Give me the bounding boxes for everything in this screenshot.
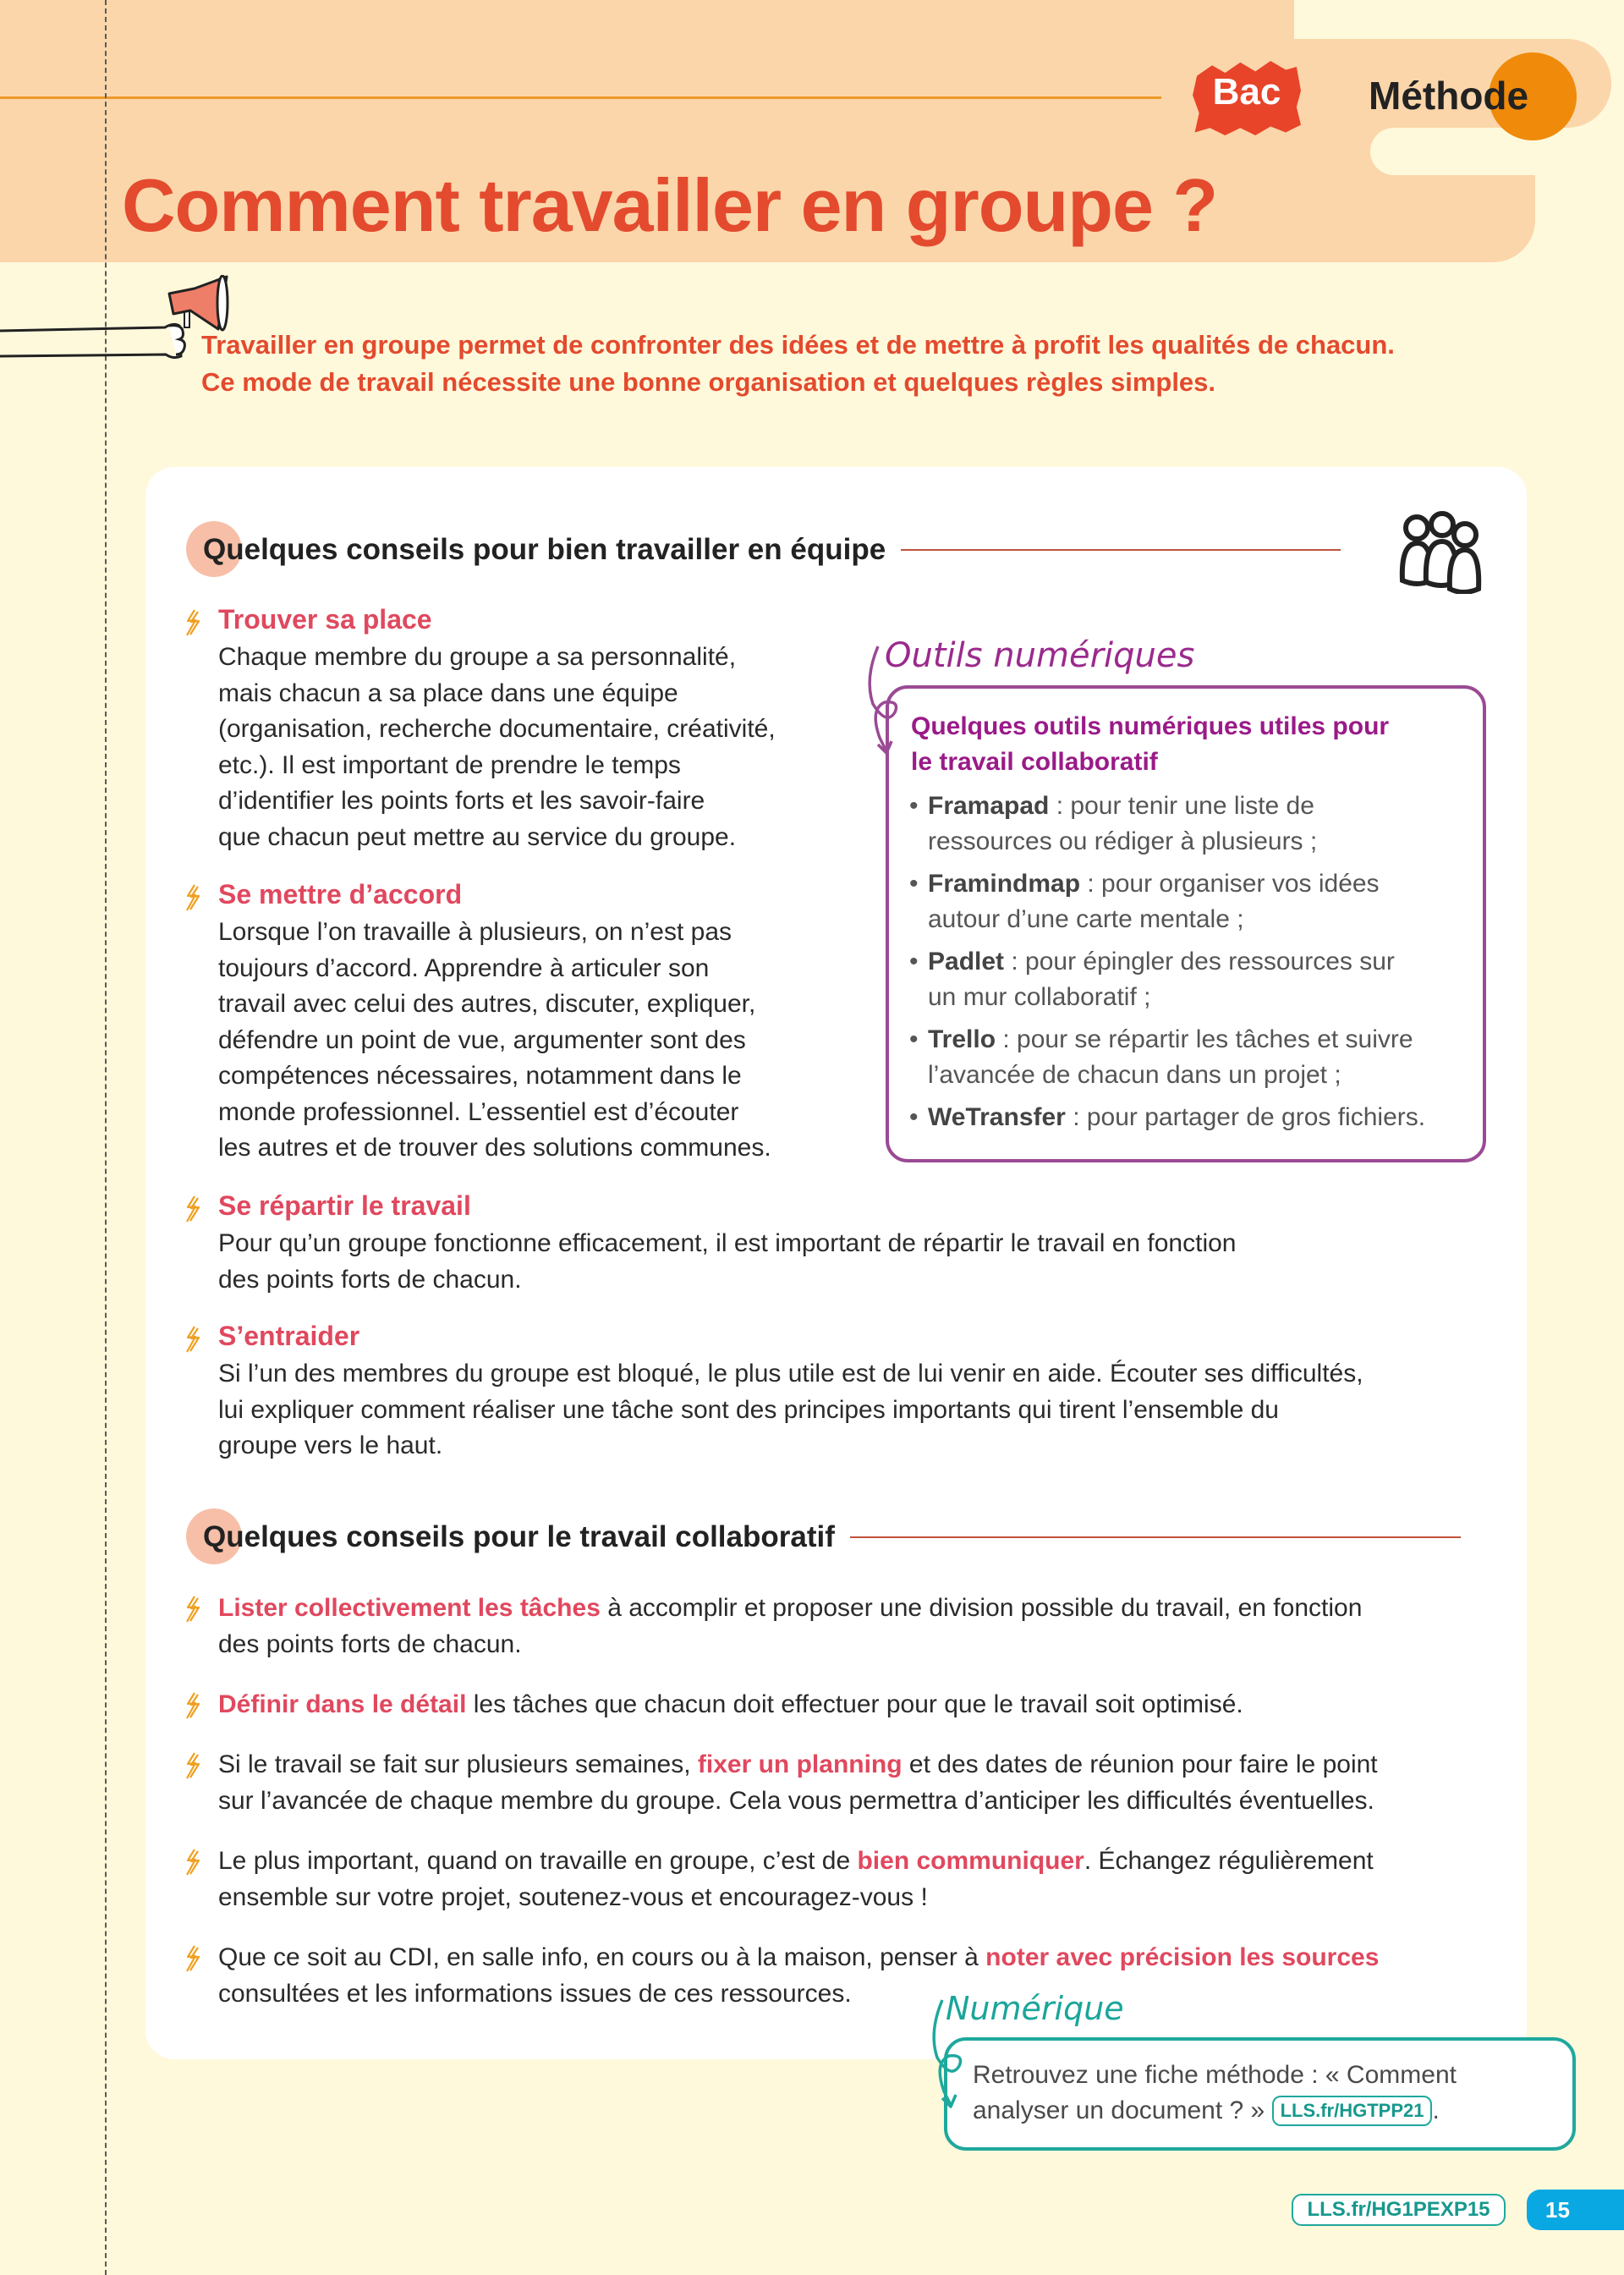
section-title: Quelques conseils pour bien travailler en équipe: [203, 533, 886, 566]
text: à accomplir et proposer une division possible du travail, en fonction: [600, 1594, 1363, 1622]
text: les tâches que chacun doit effectuer pour que le travail soit optimisé.: [466, 1690, 1243, 1718]
header-rule: [0, 96, 1161, 99]
highlight: Définir dans le détail: [218, 1690, 467, 1718]
tip-line: Lorsque l’on travaille à plusieurs, on n’est pas: [218, 918, 732, 946]
lightning-bolt-icon: [184, 1195, 203, 1223]
tip-line: [218, 1844, 1538, 1880]
tip-body: [218, 1940, 1538, 2012]
tip-title: Se répartir le travail: [218, 1190, 471, 1221]
outils-heading: [911, 709, 1469, 780]
highlight: fixer un planning: [697, 1750, 903, 1778]
tip-body: [218, 1356, 1538, 1464]
text: Le plus important, quand on travaille en groupe, c’est de: [218, 1847, 858, 1875]
tip-line: mais chacun a sa place dans une équipe: [218, 679, 678, 707]
lightning-bolt-icon: [184, 1326, 203, 1353]
tip-body: [218, 1687, 1538, 1723]
tip-line: ensemble sur votre projet, soutenez-vous et encouragez-vous !: [218, 1882, 928, 1911]
heading-rule: [901, 549, 1341, 551]
text: Que ce soit au CDI, en salle info, en cours ou à la maison, penser à: [218, 1943, 986, 1971]
lightning-bolt-icon: [184, 1596, 203, 1623]
methode-label: Méthode: [1369, 74, 1529, 118]
header-shape: [1370, 128, 1624, 175]
curl-arrow-icon: [925, 1998, 968, 2117]
tip-line: des points forts de chacun.: [218, 1265, 522, 1294]
tool-desc: ressources ou rédiger à plusieurs ;: [928, 827, 1318, 855]
tip-line: travail avec celui des autres, discuter, expliquer,: [218, 990, 756, 1018]
tip-line: sur l’avancée de chaque membre du groupe. Cela vous permettra d’anticiper les difficultés éventuelles.: [218, 1786, 1374, 1815]
outils-list: [909, 789, 1484, 1142]
lightning-bolt-icon: [184, 884, 203, 911]
lls-link-hgtpp21[interactable]: LLS.fr/HGTPP21: [1272, 2096, 1433, 2126]
highlight: noter avec précision les sources: [985, 1943, 1380, 1971]
tip-line: des points forts de chacun.: [218, 1629, 522, 1658]
highlight: bien communiquer: [857, 1847, 1084, 1875]
text: Si le travail se fait sur plusieurs semaines,: [218, 1750, 698, 1778]
tool-desc: un mur collaboratif ;: [928, 983, 1151, 1011]
tip-body: [218, 1747, 1538, 1819]
tip-line: les autres et de trouver des solutions communes.: [218, 1134, 771, 1162]
header-shape: [1294, 0, 1624, 39]
tool-name: Framindmap: [928, 870, 1081, 898]
curl-arrow-icon: [861, 645, 903, 763]
text: et des dates de réunion pour faire le point: [902, 1750, 1378, 1778]
tool-desc: : pour organiser vos idées: [1080, 870, 1380, 898]
outils-item-framindmap: [909, 866, 1484, 937]
tip-title: S’entraider: [218, 1321, 360, 1351]
outils-numeriques-label: Outils numériques: [885, 636, 1195, 675]
tip-body: [218, 640, 912, 855]
outils-heading-line: Quelques outils numériques utiles pour: [911, 712, 1390, 740]
tip-line: (organisation, recherche documentaire, créativité,: [218, 715, 776, 743]
outils-item-framapad: [909, 789, 1484, 860]
lightning-bolt-icon: [184, 1945, 203, 1972]
lightning-bolt-icon: [184, 1692, 203, 1719]
tip-line: lui expliquer comment réaliser une tâche sont des principes importants qui tirent l’ensemble du: [218, 1395, 1279, 1424]
tip-line: [218, 1940, 1538, 1976]
lightning-bolt-icon: [184, 609, 203, 636]
outils-item-wetransfer: [909, 1100, 1484, 1135]
tip-line: défendre un point de vue, argumenter sont des: [218, 1025, 746, 1054]
tip-line: Si l’un des membres du groupe est bloqué, le plus utile est de lui venir en aide. Écouter ses difficultés,: [218, 1360, 1363, 1388]
tip-title: Trouver sa place: [218, 604, 432, 635]
tip-line: monde professionnel. L’essentiel est d’écouter: [218, 1097, 739, 1126]
tool-desc: : pour tenir une liste de: [1049, 792, 1314, 820]
tip-line: groupe vers le haut.: [218, 1431, 443, 1459]
lightning-bolt-icon: [184, 1752, 203, 1779]
intro-line: Travailler en groupe permet de confronter des idées et de mettre à profit les qualités de chacun.: [201, 330, 1395, 360]
tip-line: toujours d’accord. Apprendre à articuler son: [218, 953, 710, 982]
highlight: Lister collectivement les tâches: [218, 1594, 601, 1622]
text: analyser un document ? »: [973, 2096, 1272, 2124]
tip-line: Chaque membre du groupe a sa personnalité,: [218, 643, 737, 671]
tool-desc: : pour se répartir les tâches et suivre: [996, 1025, 1413, 1053]
lightning-bolt-icon: [184, 1849, 203, 1876]
tool-name: Framapad: [928, 792, 1050, 820]
tip-body: [218, 1226, 1538, 1298]
tool-name: WeTransfer: [928, 1103, 1066, 1131]
footer-lls-link[interactable]: LLS.fr/HG1PEXP15: [1292, 2194, 1506, 2226]
tip-line: [218, 1687, 1538, 1723]
section-heading-teamwork: [186, 533, 1341, 567]
tip-line: [218, 1747, 1538, 1783]
outils-item-trello: [909, 1022, 1484, 1093]
intro-text: [201, 327, 1555, 401]
tool-name: Padlet: [928, 948, 1005, 975]
text: .: [1432, 2096, 1440, 2124]
tool-desc: autour d’une carte mentale ;: [928, 905, 1244, 933]
text: . Échangez régulièrement: [1084, 1847, 1374, 1875]
section-heading-collaboratif: [186, 1520, 1461, 1554]
numerique-line: Retrouvez une fiche méthode : « Comment: [973, 2061, 1457, 2089]
page-title: Comment travailler en groupe ?: [122, 163, 1218, 247]
tip-line: que chacun peut mettre au service du groupe.: [218, 822, 737, 851]
tip-line: compétences nécessaires, notamment dans le: [218, 1062, 742, 1090]
section-title: Quelques conseils pour le travail collaboratif: [203, 1520, 835, 1553]
numerique-line: [973, 2093, 1565, 2129]
outils-heading-line: le travail collaboratif: [911, 748, 1158, 776]
tip-line: etc.). Il est important de prendre le temps: [218, 750, 681, 779]
tool-name: Trello: [928, 1025, 996, 1053]
outils-item-padlet: [909, 944, 1484, 1015]
numerique-label: Numérique: [946, 1990, 1124, 2027]
tool-desc: l’avancée de chacun dans un projet ;: [928, 1061, 1341, 1089]
tip-line: consultées et les informations issues de ces ressources.: [218, 1979, 852, 2008]
tip-line: Pour qu’un groupe fonctionne efficacement, il est important de répartir le travail en fonction: [218, 1229, 1237, 1257]
tip-line: d’identifier les points forts et les savoir-faire: [218, 787, 705, 815]
tip-body: [218, 1844, 1538, 1915]
tip-body: [218, 915, 912, 1167]
bac-badge-label: Bac: [1212, 71, 1281, 113]
tip-title: Se mettre d’accord: [218, 879, 463, 909]
tool-desc: : pour partager de gros fichiers.: [1065, 1103, 1426, 1131]
tip-body: [218, 1591, 1538, 1662]
group-people-icon: [1396, 509, 1497, 594]
intro-line: Ce mode de travail nécessite une bonne organisation et quelques règles simples.: [201, 367, 1216, 397]
numerique-text: [973, 2058, 1565, 2129]
tool-desc: : pour épingler des ressources sur: [1004, 948, 1395, 975]
heading-rule: [850, 1536, 1461, 1538]
page-number: 15: [1527, 2190, 1624, 2230]
tip-line: [218, 1591, 1538, 1627]
